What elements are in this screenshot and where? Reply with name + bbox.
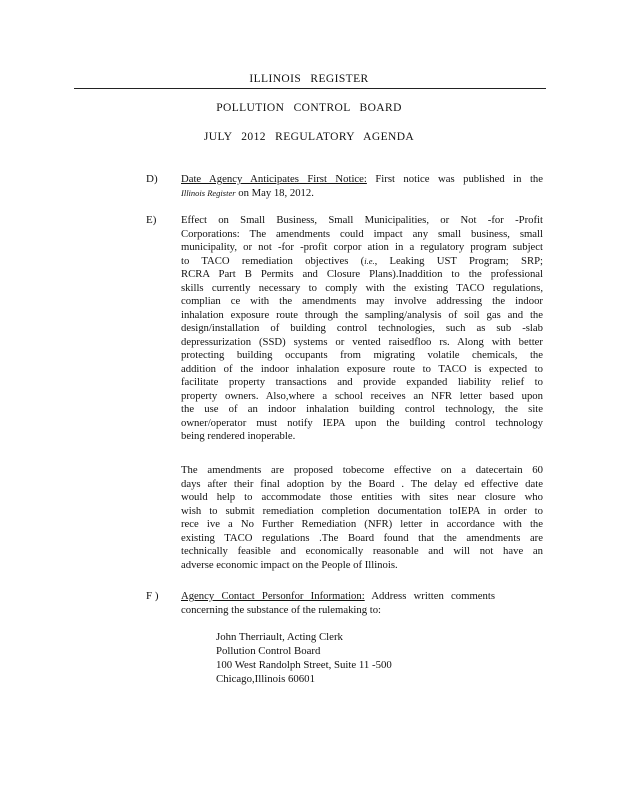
section-f-label: F ) [146,590,159,602]
section-f-line-1 [181,590,495,604]
section-f-heading: Agency Contact Personfor Information: [181,590,365,602]
paragraph-line: existing TACO regulations .The Board found that the amendments are [181,531,543,544]
section-d-label: D) [146,173,158,185]
paragraph-line: skills currently necessary to comply with the existing TACO regulations, [181,281,543,294]
paragraph-line: would help to accommodate those entities with sites near closure who [181,491,543,503]
paragraph-line: The amendments are proposed tobecome effective on a datecertain 60 [181,464,543,476]
paragraph-line: adverse economic impact on the People of Illinois. [181,558,398,571]
section-e-paragraph-2 [181,464,543,572]
contact-address [216,630,392,686]
paragraph-line: complian ce with the amendments may involve addressing the indoor [181,295,543,307]
section-d-line-2 [181,187,543,201]
section-d-heading: Date Agency Anticipates First Notice: [181,173,367,185]
register-title: ILLINOIS REGISTER [249,73,369,85]
paragraph-text: to TACO remediation objectives ( [181,254,365,267]
paragraph-italic: i.e. [364,255,375,266]
section-d-date: on May 18, 2012. [235,186,314,199]
paragraph-line: Effect on Small Business, Small Municipalities, or Not -for -Profit [181,214,543,226]
paragraph-text: , Leaking UST Program; SRP; [374,254,543,267]
paragraph-line: the use of an indoor inhalation building control technology, the site [181,403,543,415]
paragraph-line: design/installation of building control technologies, such as sub -slab [181,322,543,334]
publication-name: Illinois Register [181,187,236,198]
contact-organization: Pollution Control Board [216,645,321,657]
section-f-body [181,590,495,617]
contact-city: Chicago,Illinois 60601 [216,673,315,685]
section-d-line-1 [181,173,543,187]
paragraph-line: technically feasible and economically reasonable and will not have an [181,545,543,557]
contact-name: John Therriault, Acting Clerk [216,631,343,643]
section-d-body [181,173,543,200]
paragraph-line: owner/operator must notify IEPA upon the building control technology [181,416,543,429]
paragraph-line: rece ive a No Further Remediation (NFR) letter in accordance with the [181,518,543,530]
header-rule [74,88,546,89]
section-d-text: First notice was published in the [366,173,543,185]
paragraph-line: RCRA Part B Permits and Closure Plans).Inaddition to the professional [181,268,543,280]
paragraph-line: facilitate property transactions and provide expanded liability relief to [181,376,543,388]
section-e-paragraph-1 [181,214,543,444]
paragraph-line: days after their final adoption by the Board . The delay ed effective date [181,477,543,490]
paragraph-line: inhalation exposure route through the sampling/analysis of soil gas and the [181,308,543,321]
section-e-label: E) [146,214,157,226]
paragraph-line: wish to submit remediation completion documentation toIEPA in order to [181,504,543,517]
contact-street: 100 West Randolph Street, Suite 11 -500 [216,659,392,671]
section-f-line-2: concerning the substance of the rulemaking to: [181,603,382,616]
paragraph-line: addition of the indoor inhalation exposure route to TACO is expected to [181,362,543,375]
paragraph-line: property owners. Also,where a school receives an NFR letter based upon [181,389,543,402]
section-f-text: Address written comments [364,590,495,602]
paragraph-line [181,255,543,269]
paragraph-line: protecting building occupants from migrating volatile chemicals, the [181,349,543,361]
agenda-title: JULY 2012 REGULATORY AGENDA [203,131,415,143]
paragraph-line: depressurization (SSD) systems or vented raisedfloo rs. Along with better [181,335,543,348]
board-title: POLLUTION CONTROL BOARD [216,102,402,114]
paragraph-line: Corporations: The amendments could impact any small business, small [181,227,543,240]
paragraph-line: municipality, or not -for -profit corpor ation in a regulatory program subject [181,241,543,253]
paragraph-line: being rendered inoperable. [181,430,296,442]
